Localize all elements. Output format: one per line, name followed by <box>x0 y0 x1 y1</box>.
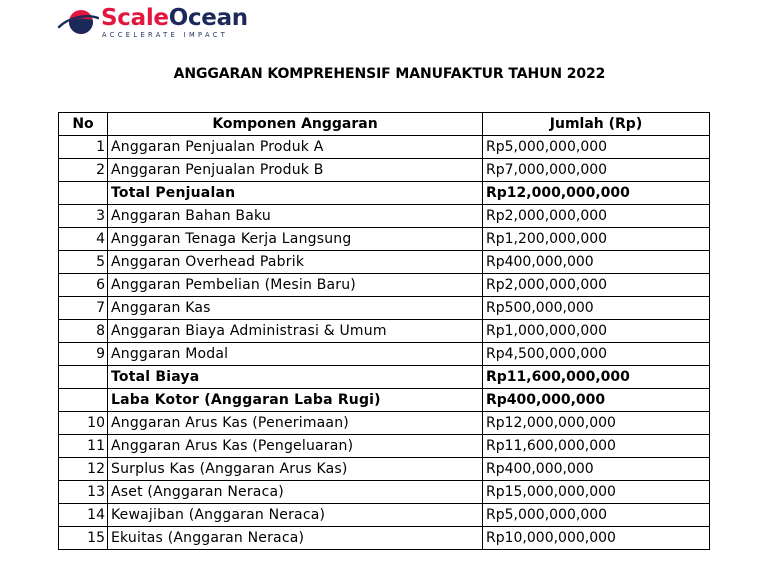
cell-amount: Rp12,000,000,000 <box>483 182 710 205</box>
cell-component: Laba Kotor (Anggaran Laba Rugi) <box>108 389 483 412</box>
logo-wordmark <box>101 6 248 39</box>
cell-amount: Rp400,000,000 <box>483 389 710 412</box>
cell-component: Anggaran Overhead Pabrik <box>108 251 483 274</box>
cell-no: 2 <box>59 159 108 182</box>
cell-no: 4 <box>59 228 108 251</box>
cell-component: Anggaran Pembelian (Mesin Baru) <box>108 274 483 297</box>
logo-tagline: ACCELERATE IMPACT <box>102 31 229 39</box>
cell-no <box>59 366 108 389</box>
table-row <box>59 274 710 297</box>
table-row <box>59 251 710 274</box>
scaleocean-logo-icon <box>57 8 99 36</box>
logo-name <box>101 6 248 30</box>
brand-logo <box>57 6 248 40</box>
cell-amount: Rp2,000,000,000 <box>483 274 710 297</box>
cell-amount: Rp2,000,000,000 <box>483 205 710 228</box>
cell-no: 14 <box>59 504 108 527</box>
cell-component: Total Biaya <box>108 366 483 389</box>
cell-component: Total Penjualan <box>108 182 483 205</box>
cell-amount: Rp500,000,000 <box>483 297 710 320</box>
cell-component: Anggaran Kas <box>108 297 483 320</box>
cell-no <box>59 182 108 205</box>
column-header-component: Komponen Anggaran <box>108 113 483 136</box>
table-row <box>59 182 710 205</box>
cell-amount: Rp11,600,000,000 <box>483 435 710 458</box>
cell-component: Anggaran Bahan Baku <box>108 205 483 228</box>
column-header-no: No <box>59 113 108 136</box>
cell-component: Anggaran Arus Kas (Pengeluaran) <box>108 435 483 458</box>
cell-no: 8 <box>59 320 108 343</box>
table-row <box>59 366 710 389</box>
cell-amount: Rp7,000,000,000 <box>483 159 710 182</box>
cell-amount: Rp400,000,000 <box>483 458 710 481</box>
table-row <box>59 136 710 159</box>
cell-amount: Rp11,600,000,000 <box>483 366 710 389</box>
cell-component: Anggaran Arus Kas (Penerimaan) <box>108 412 483 435</box>
cell-amount: Rp1,000,000,000 <box>483 320 710 343</box>
cell-no: 13 <box>59 481 108 504</box>
cell-no: 12 <box>59 458 108 481</box>
cell-amount: Rp1,200,000,000 <box>483 228 710 251</box>
cell-amount: Rp5,000,000,000 <box>483 136 710 159</box>
cell-no: 7 <box>59 297 108 320</box>
table-row <box>59 320 710 343</box>
cell-no <box>59 389 108 412</box>
cell-amount: Rp400,000,000 <box>483 251 710 274</box>
cell-no: 9 <box>59 343 108 366</box>
cell-component: Anggaran Tenaga Kerja Langsung <box>108 228 483 251</box>
cell-component: Kewajiban (Anggaran Neraca) <box>108 504 483 527</box>
table-row <box>59 481 710 504</box>
cell-no: 11 <box>59 435 108 458</box>
cell-amount: Rp12,000,000,000 <box>483 412 710 435</box>
cell-component: Anggaran Penjualan Produk B <box>108 159 483 182</box>
cell-no: 1 <box>59 136 108 159</box>
cell-no: 3 <box>59 205 108 228</box>
table-row <box>59 435 710 458</box>
cell-amount: Rp10,000,000,000 <box>483 527 710 550</box>
table-row <box>59 527 710 550</box>
cell-no: 10 <box>59 412 108 435</box>
page-title: ANGGARAN KOMPREHENSIF MANUFAKTUR TAHUN 2022 <box>173 66 606 82</box>
budget-table <box>58 112 710 550</box>
cell-amount: Rp4,500,000,000 <box>483 343 710 366</box>
logo-name-ocean: Ocean <box>168 5 248 31</box>
table-row <box>59 343 710 366</box>
logo-name-scale: Scale <box>101 5 169 31</box>
cell-amount: Rp15,000,000,000 <box>483 481 710 504</box>
table-row <box>59 389 710 412</box>
cell-no: 15 <box>59 527 108 550</box>
table-row <box>59 412 710 435</box>
table-body <box>59 136 710 550</box>
cell-no: 5 <box>59 251 108 274</box>
table-row <box>59 159 710 182</box>
table-row <box>59 504 710 527</box>
table-header-row <box>59 113 710 136</box>
cell-component: Aset (Anggaran Neraca) <box>108 481 483 504</box>
column-header-amount: Jumlah (Rp) <box>483 113 710 136</box>
cell-no: 6 <box>59 274 108 297</box>
cell-amount: Rp5,000,000,000 <box>483 504 710 527</box>
table-row <box>59 228 710 251</box>
table-row <box>59 205 710 228</box>
cell-component: Anggaran Penjualan Produk A <box>108 136 483 159</box>
cell-component: Surplus Kas (Anggaran Arus Kas) <box>108 458 483 481</box>
cell-component: Anggaran Modal <box>108 343 483 366</box>
cell-component: Anggaran Biaya Administrasi & Umum <box>108 320 483 343</box>
table-row <box>59 297 710 320</box>
table-row <box>59 458 710 481</box>
cell-component: Ekuitas (Anggaran Neraca) <box>108 527 483 550</box>
